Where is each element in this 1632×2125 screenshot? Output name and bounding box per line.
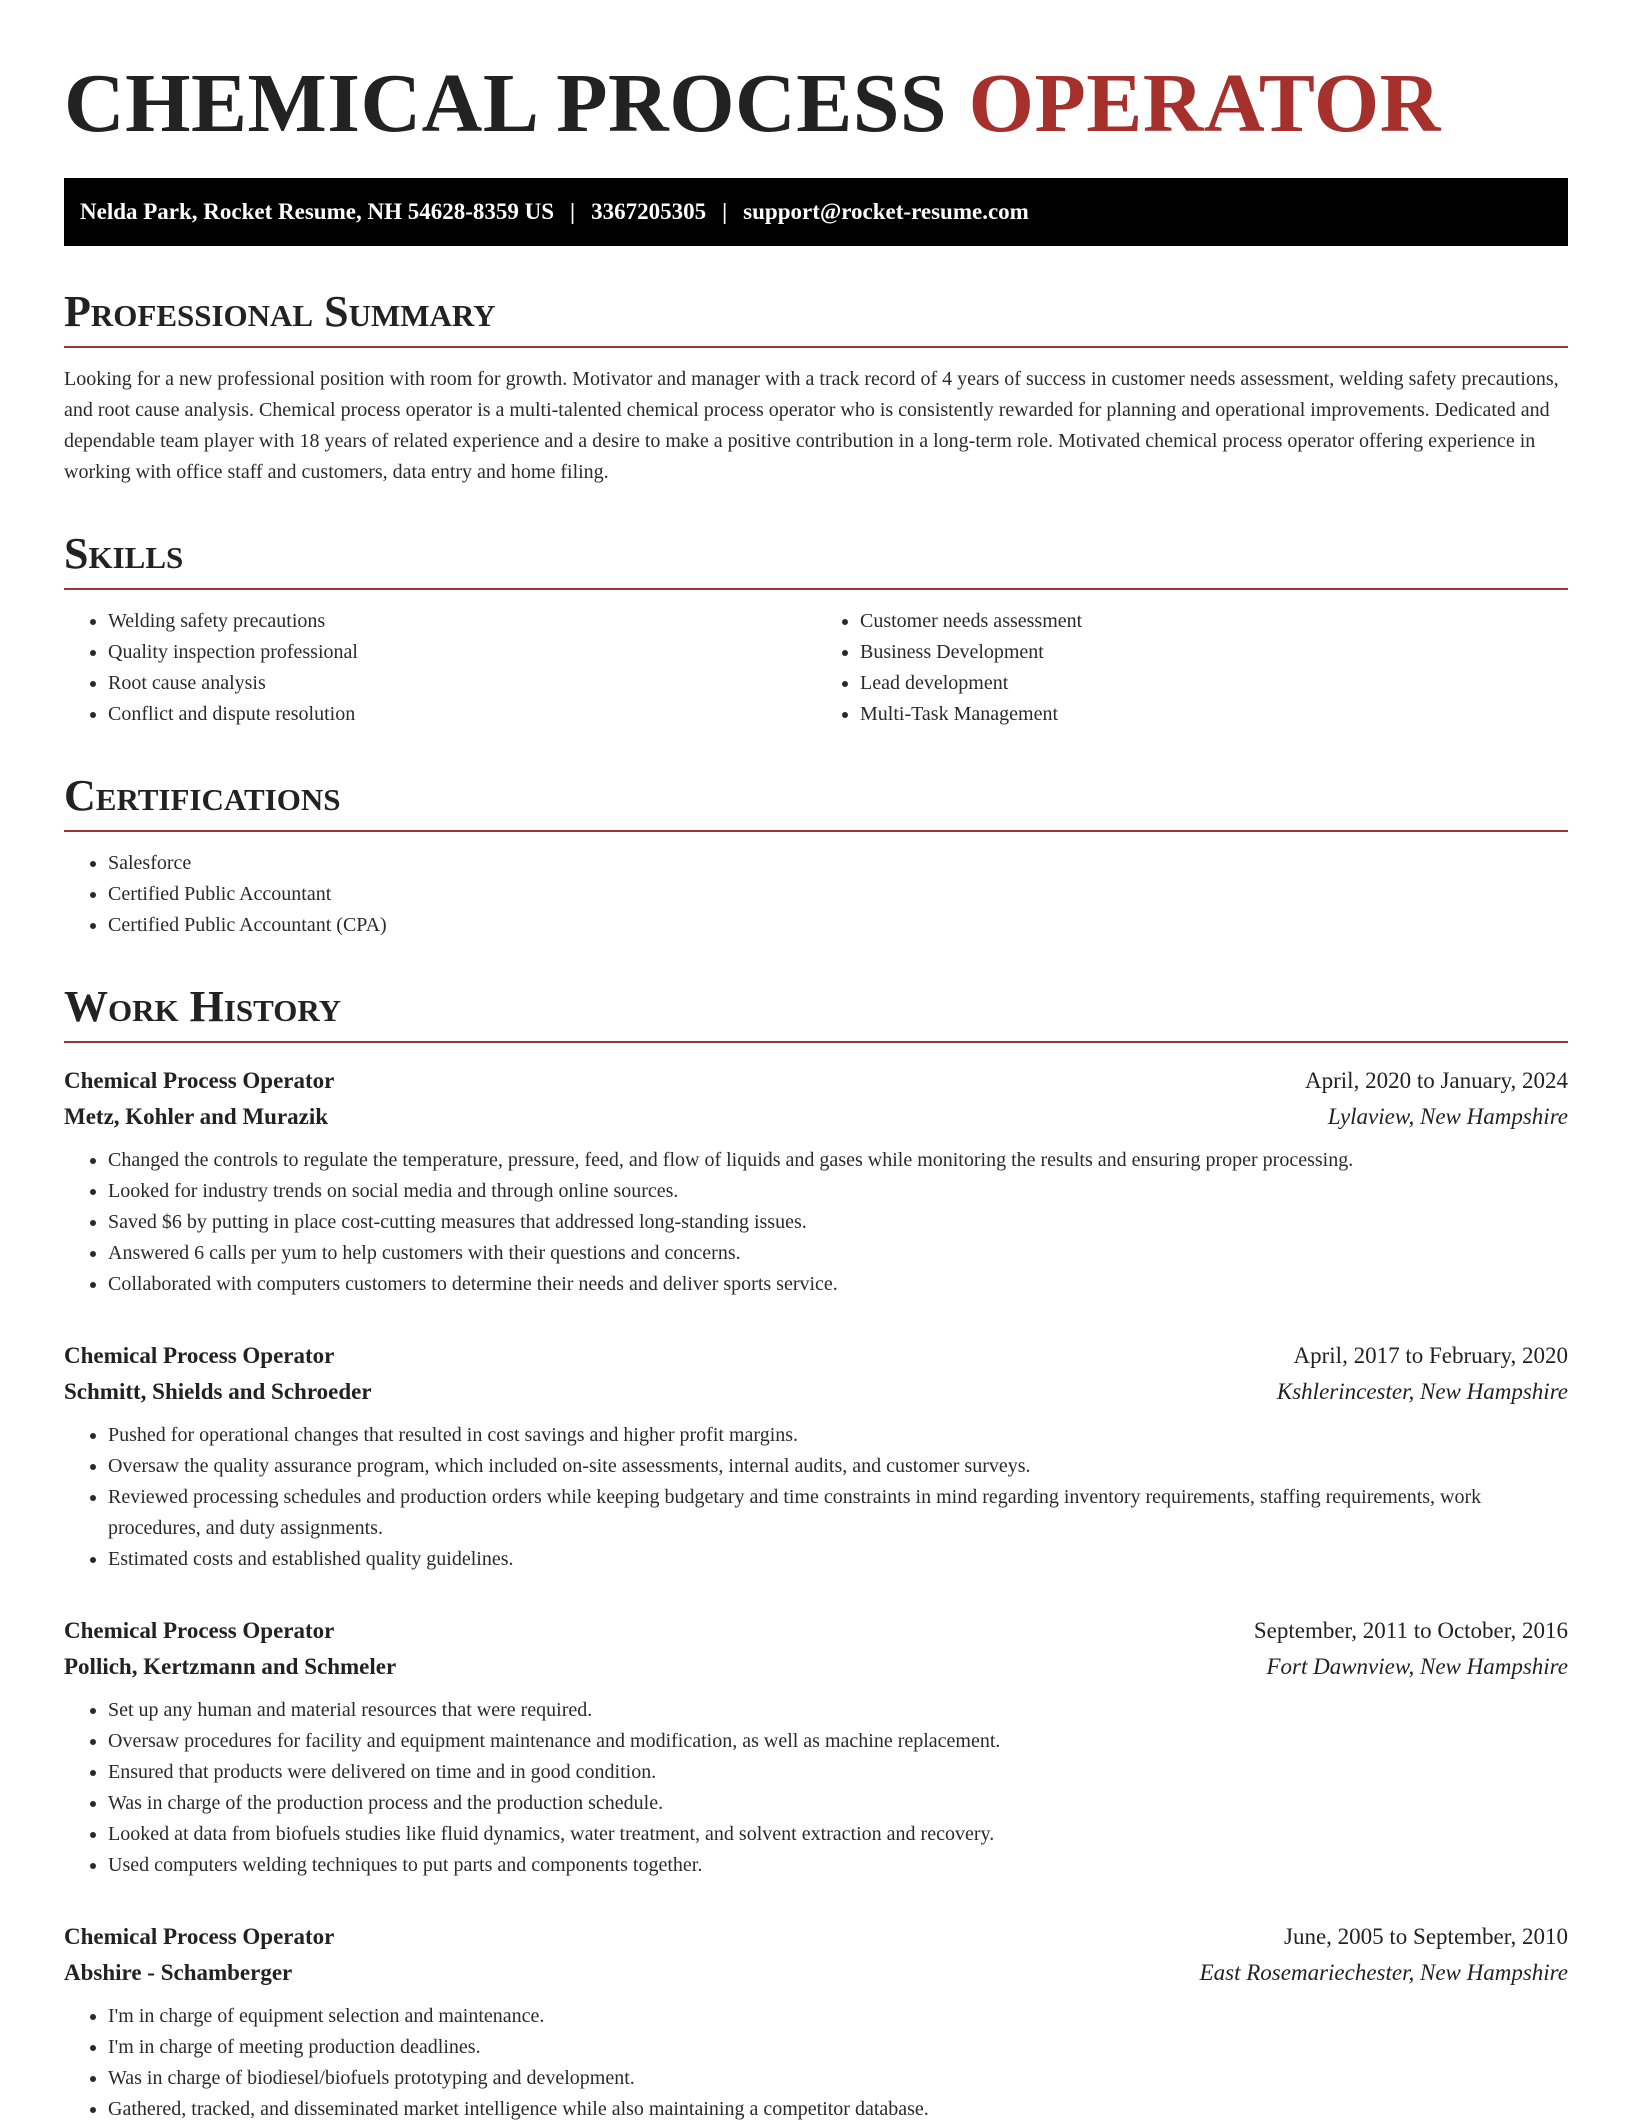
skills-list-left	[64, 606, 816, 730]
title-main: CHEMICAL PROCESS	[64, 57, 948, 150]
job-entry	[64, 1613, 1568, 1881]
summary-section	[64, 286, 1568, 488]
job-company: Pollich, Kertzmann and Schmeler	[64, 1654, 397, 1679]
skills-heading: Skills	[64, 529, 184, 578]
job-bullet: • Estimated costs and established quality guidelines.	[108, 1544, 1568, 1575]
contact-bar	[64, 178, 1568, 246]
job-bullet: • Pushed for operational changes that resulted in cost savings and higher profit margins.	[108, 1420, 1568, 1451]
summary-text: Looking for a new professional position with room for growth. Motivator and manager with a track record of 4 years of success in customer needs assessment, welding safety precautions, and root cause analysis. Chemical process operator is a multi-talented chemical process operator who is consistently rewarded for planning and operational improvements. Dedicated and dependable team player with 18 years of related experience and a desire to make a positive contribution in a long-term role. Motivated chemical process operator offering experience in working with office staff and customers, data entry and home filing.	[64, 368, 1559, 483]
contact-separator: |	[570, 199, 576, 224]
contact-email[interactable]: support@rocket-resume.com	[743, 199, 1029, 224]
job-bullet: • Looked for industry trends on social media and through online sources.	[108, 1176, 1568, 1207]
job-bullet: • Was in charge of biodiesel/biofuels prototyping and development.	[108, 2063, 1568, 2094]
job-bullet: • Gathered, tracked, and disseminated market intelligence while also maintaining a competitor database.	[108, 2094, 1568, 2125]
job-company-row	[64, 1099, 1568, 1135]
job-dates: April, 2020 to January, 2024	[1305, 1068, 1568, 1093]
job-bullets	[64, 1145, 1568, 1300]
job-company-row	[64, 1374, 1568, 1410]
job-location: East Rosemariechester, New Hampshire	[1199, 1960, 1568, 1985]
contact-separator: |	[722, 199, 728, 224]
job-bullet: • I'm in charge of meeting production deadlines.	[108, 2032, 1568, 2063]
job-entry	[64, 1063, 1568, 1300]
summary-heading: Professional Summary	[64, 287, 496, 336]
section-divider	[64, 346, 1568, 348]
job-bullet: • Saved $6 by putting in place cost-cutting measures that addressed long-standing issues.	[108, 1207, 1568, 1238]
job-bullets	[64, 1420, 1568, 1575]
job-location: Lylaview, New Hampshire	[1327, 1104, 1568, 1129]
job-bullet: • Used computers welding techniques to put parts and components together.	[108, 1850, 1568, 1881]
skill-item: • Business Development	[860, 637, 1568, 668]
job-entry	[64, 1338, 1568, 1575]
section-divider	[64, 1041, 1568, 1043]
certification-item: • Salesforce	[108, 848, 1568, 879]
work-history-section	[64, 981, 1568, 2125]
job-bullet: • Reviewed processing schedules and production orders while keeping budgetary and time constraints in mind regarding inventory requirements, staffing requirements, work procedures, and duty assignments.	[108, 1482, 1568, 1544]
job-company: Abshire - Schamberger	[64, 1960, 293, 1985]
title-accent: OPERATOR	[968, 57, 1441, 150]
job-bullets	[64, 2001, 1568, 2125]
job-company: Schmitt, Shields and Schroeder	[64, 1379, 372, 1404]
job-header-row	[64, 1919, 1568, 1955]
job-bullet: • Changed the controls to regulate the temperature, pressure, feed, and flow of liquids and gases while monitoring the results and ensuring proper processing.	[108, 1145, 1568, 1176]
job-title: Chemical Process Operator	[64, 1343, 335, 1368]
skill-item: • Lead development	[860, 668, 1568, 699]
job-bullet: • Collaborated with computers customers to determine their needs and deliver sports service.	[108, 1269, 1568, 1300]
job-dates: June, 2005 to September, 2010	[1284, 1924, 1568, 1949]
job-bullet: • I'm in charge of equipment selection and maintenance.	[108, 2001, 1568, 2032]
skill-item: • Multi-Task Management	[860, 699, 1568, 730]
work-history-heading: Work History	[64, 982, 342, 1031]
job-bullet: • Oversaw procedures for facility and equipment maintenance and modification, as well as machine replacement.	[108, 1726, 1568, 1757]
job-bullet: • Set up any human and material resources that were required.	[108, 1695, 1568, 1726]
job-title: Chemical Process Operator	[64, 1618, 335, 1643]
job-header-row	[64, 1338, 1568, 1374]
certifications-section	[64, 770, 1568, 941]
job-bullet: • Looked at data from biofuels studies like fluid dynamics, water treatment, and solvent extraction and recovery.	[108, 1819, 1568, 1850]
skills-list-right	[816, 606, 1568, 730]
job-dates: September, 2011 to October, 2016	[1253, 1618, 1568, 1643]
skills-columns	[64, 590, 1568, 730]
skill-item: • Conflict and dispute resolution	[108, 699, 816, 730]
job-company-row	[64, 1955, 1568, 1991]
certification-item: • Certified Public Accountant (CPA)	[108, 910, 1568, 941]
job-bullet: • Was in charge of the production process and the production schedule.	[108, 1788, 1568, 1819]
job-bullet: • Answered 6 calls per yum to help customers with their questions and concerns.	[108, 1238, 1568, 1269]
skill-item: • Customer needs assessment	[860, 606, 1568, 637]
job-location: Fort Dawnview, New Hampshire	[1266, 1654, 1568, 1679]
certifications-heading: Certifications	[64, 771, 341, 820]
job-bullet: • Oversaw the quality assurance program, which included on-site assessments, internal audits, and customer surveys.	[108, 1451, 1568, 1482]
certification-item: • Certified Public Accountant	[108, 879, 1568, 910]
contact-address: Nelda Park, Rocket Resume, NH 54628-8359 US	[80, 199, 555, 224]
job-dates: April, 2017 to February, 2020	[1293, 1343, 1568, 1368]
job-title: Chemical Process Operator	[64, 1068, 335, 1093]
job-entry	[64, 1919, 1568, 2125]
resume-title	[64, 56, 1568, 152]
job-header-row	[64, 1613, 1568, 1649]
certifications-list	[64, 848, 1568, 941]
skills-section	[64, 528, 1568, 730]
job-location: Kshlerincester, New Hampshire	[1276, 1379, 1568, 1404]
job-bullets	[64, 1695, 1568, 1881]
skill-item: • Quality inspection professional	[108, 637, 816, 668]
job-title: Chemical Process Operator	[64, 1924, 335, 1949]
skill-item: • Welding safety precautions	[108, 606, 816, 637]
job-company: Metz, Kohler and Murazik	[64, 1104, 329, 1129]
contact-phone: 3367205305	[591, 199, 707, 224]
job-company-row	[64, 1649, 1568, 1685]
job-header-row	[64, 1063, 1568, 1099]
skill-item: • Root cause analysis	[108, 668, 816, 699]
job-bullet: • Ensured that products were delivered on time and in good condition.	[108, 1757, 1568, 1788]
section-divider	[64, 830, 1568, 832]
